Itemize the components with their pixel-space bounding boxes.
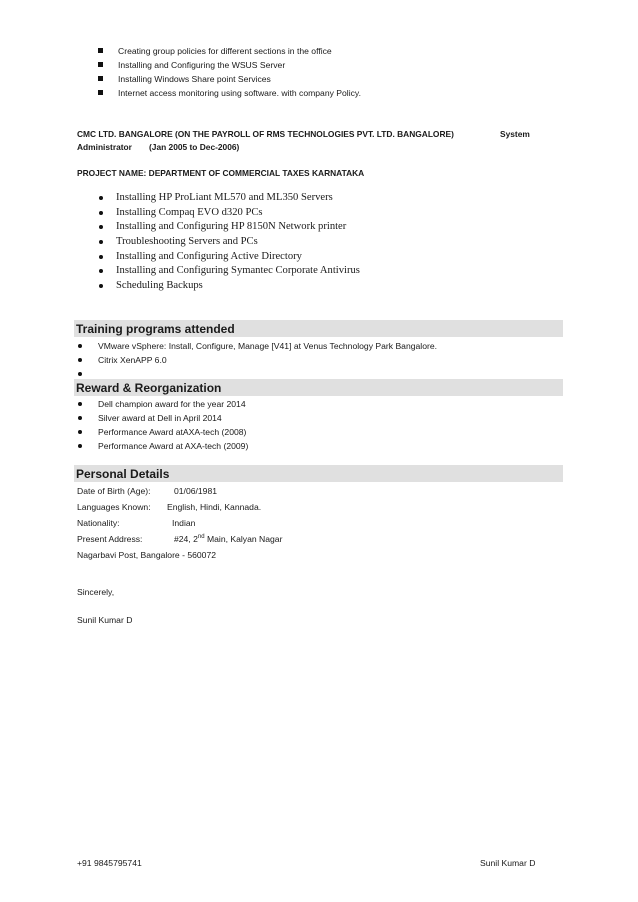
list-item: Installing Compaq EVO d320 PCs	[96, 206, 360, 221]
employment-period: (Jan 2005 to Dec-2006)	[149, 142, 240, 152]
address-line2: Nagarbavi Post, Bangalore - 560072	[77, 550, 217, 560]
nationality-value: Indian	[172, 518, 196, 528]
list-item: Performance Award at AXA-tech (2009)	[78, 439, 248, 453]
bullet-icon	[99, 240, 103, 244]
bullet-icon	[78, 430, 82, 434]
bullet-icon	[78, 444, 82, 448]
square-bullet-icon	[98, 90, 103, 95]
list-item: Scheduling Backups	[96, 279, 360, 294]
list-item: Installing and Configuring HP 8150N Network printer	[96, 220, 360, 235]
employer-role-part1: System	[500, 129, 530, 139]
bullet-icon	[99, 196, 103, 200]
address-row	[77, 533, 282, 545]
sincerely-text: Sincerely,	[77, 587, 115, 597]
bullet-icon	[78, 416, 82, 420]
list-item: Installing and Configuring the WSUS Server	[96, 58, 361, 72]
list-item: Performance Award atAXA-tech (2008)	[78, 425, 248, 439]
bullet-icon	[99, 225, 103, 229]
square-bullet-icon	[98, 48, 103, 53]
square-bullet-icon	[98, 76, 103, 81]
languages-value: English, Hindi, Kannada.	[167, 502, 262, 512]
address-label: Present Address:	[77, 534, 143, 544]
languages-row	[77, 501, 261, 513]
bullet-icon	[99, 269, 103, 273]
list-item: Citrix XenAPP 6.0	[78, 353, 437, 367]
languages-label: Languages Known:	[77, 502, 151, 512]
training-heading: Training programs attended	[76, 322, 235, 336]
list-item: Installing HP ProLiant ML570 and ML350 Servers	[96, 191, 360, 206]
list-item: Creating group policies for different sections in the office	[96, 44, 361, 58]
list-item: Installing and Configuring Symantec Corporate Antivirus	[96, 264, 360, 279]
reward-heading: Reward & Reorganization	[76, 381, 222, 395]
square-bullet-icon	[98, 62, 103, 67]
project-tasks-list	[96, 191, 360, 294]
nationality-label: Nationality:	[77, 518, 120, 528]
duties-list	[96, 44, 361, 100]
list-item: Silver award at Dell in April 2014	[78, 411, 248, 425]
bullet-icon	[78, 344, 82, 348]
dob-label: Date of Birth (Age):	[77, 486, 151, 496]
employer-line: CMC LTD. BANGALORE (ON THE PAYROLL OF RMS TECHNOLOGIES PVT. LTD. BANGALORE)	[77, 129, 454, 139]
reward-list	[78, 397, 248, 453]
bullet-icon	[99, 284, 103, 288]
list-item: Troubleshooting Servers and PCs	[96, 235, 360, 250]
project-name: PROJECT NAME: DEPARTMENT OF COMMERCIAL TAXES KARNATAKA	[77, 168, 365, 178]
employer-role-part2: Administrator	[77, 142, 132, 152]
dob-row	[77, 485, 217, 497]
personal-heading-band	[74, 465, 563, 482]
training-heading-band	[74, 320, 563, 337]
list-item: Installing Windows Share point Services	[96, 72, 361, 86]
footer-name: Sunil Kumar D	[480, 858, 536, 868]
reward-heading-band	[74, 379, 563, 396]
bullet-icon	[99, 211, 103, 215]
footer-phone: +91 9845795741	[77, 858, 142, 868]
bullet-icon	[78, 372, 82, 376]
address-line1: #24, 2nd Main, Kalyan Nagar	[174, 534, 283, 544]
bullet-icon	[78, 358, 82, 362]
list-item: Internet access monitoring using software. with company Policy.	[96, 86, 361, 100]
bullet-icon	[99, 255, 103, 259]
bullet-icon	[78, 402, 82, 406]
nationality-row	[77, 517, 195, 529]
dob-value: 01/06/1981	[174, 486, 218, 496]
training-list	[78, 339, 437, 381]
signature-name: Sunil Kumar D	[77, 615, 133, 625]
list-item: Installing and Configuring Active Directory	[96, 250, 360, 265]
list-item: Dell champion award for the year 2014	[78, 397, 248, 411]
list-item: VMware vSphere: Install, Configure, Manage [V41] at Venus Technology Park Bangalore.	[78, 339, 437, 353]
personal-heading: Personal Details	[76, 467, 170, 481]
